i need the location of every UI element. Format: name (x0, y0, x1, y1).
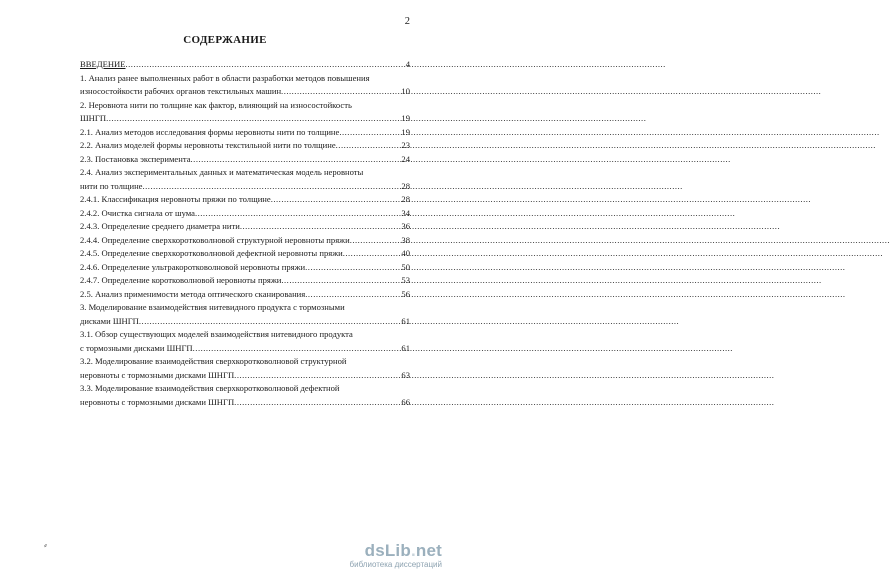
toc-title: СОДЕРЖАНИЕ (183, 34, 267, 46)
toc-leader-dots (234, 396, 401, 410)
toc-leader-dots (305, 261, 401, 275)
scan-artifact-mark: ⸗ (44, 540, 47, 550)
toc-entry-section-2-3[interactable] (80, 153, 410, 167)
toc-page-number: 38 (401, 234, 410, 245)
toc-entry-text-line2: износостойкости рабочих органов текстильных машин (80, 86, 282, 96)
toc-page-number: 19 (401, 113, 410, 123)
toc-entry-chapter-2[interactable] (80, 99, 410, 126)
toc-page-number: 24 (401, 153, 410, 164)
toc-entry-text-line2: нити по толщине (80, 180, 143, 191)
toc-leader-dots (350, 234, 402, 248)
toc-entry-text-line1: 2. Неровнота нити по толщине как фактор, влияющий на износостойкость (80, 99, 352, 110)
toc-entry-section-2-4-6[interactable] (80, 261, 410, 275)
toc-leader-dots (271, 193, 402, 207)
toc-entry-text: 2.4.3. Определение среднего диаметра нити (80, 221, 240, 231)
toc-entry-text: 2.4.5. Определение сверхкоротковолновой дефектной неровноты пряжи (80, 248, 343, 258)
toc-entry-section-2-2[interactable] (80, 139, 410, 153)
toc-page-number: 61 (401, 342, 410, 353)
toc-entry-section-2-4-7[interactable] (80, 274, 410, 288)
watermark-subtitle: библиотека диссертаций (349, 560, 442, 569)
toc-page-number: 63 (401, 369, 410, 380)
toc-leader-dots (343, 247, 402, 261)
toc-page-number: 56 (401, 288, 410, 299)
toc-leader-dots (126, 58, 406, 72)
toc-entry-section-2-4-2[interactable] (80, 207, 410, 221)
toc-entry-section-2-4-1[interactable] (80, 193, 410, 207)
toc-entry-text-line1: 1. Анализ ранее выполненных работ в области разработки методов повышения (80, 72, 370, 83)
toc-leader-dots (336, 139, 402, 153)
toc-entry-text: ВВЕДЕНИЕ (80, 59, 126, 69)
toc-page-number: 36 (401, 221, 410, 231)
toc-leader-dots (281, 85, 401, 99)
toc-page-number: 66 (401, 396, 410, 407)
toc-entry-introduction[interactable] (80, 58, 410, 72)
toc-entry-section-3-2[interactable] (80, 355, 410, 382)
toc-entry-text: 2.4.1. Классификация неровноты пряжи по толщине (80, 194, 271, 204)
toc-page-number: 10 (401, 86, 410, 96)
toc-entry-text-line2: ШНГП (80, 113, 107, 123)
toc-leader-dots (193, 342, 402, 356)
toc-entry-text: 2.3. Постановка эксперимента (80, 153, 191, 164)
toc-page-number: 34 (401, 207, 410, 218)
toc-entry-section-2-4[interactable] (80, 166, 410, 193)
toc-entry-chapter-3[interactable] (80, 301, 410, 328)
toc-page-number: 53 (401, 275, 410, 285)
toc-page-number: 61 (401, 315, 410, 326)
page-number: 2 (404, 16, 410, 27)
toc-page-number: 19 (401, 126, 410, 137)
toc-entry-chapter-1[interactable] (80, 72, 410, 99)
toc-entry-section-3-1[interactable] (80, 328, 410, 355)
toc-entry-text: 2.5. Анализ применимости метода оптического сканирования (80, 288, 306, 299)
toc-page-number: 28 (401, 194, 410, 204)
toc-entry-text-line2: неровноты с тормозными дисками ШНГП (80, 396, 235, 407)
toc-leader-dots (234, 369, 401, 383)
toc-page-number: 50 (401, 261, 410, 272)
table-of-contents (80, 58, 410, 409)
toc-entry-section-2-4-3[interactable] (80, 220, 410, 234)
toc-page-number: 4 (405, 59, 410, 69)
toc-entry-text-line1: 3.2. Моделирование взаимодействия сверхкоротковолновой структурной (80, 356, 347, 366)
toc-leader-dots (281, 274, 401, 288)
toc-entry-section-3-3[interactable] (80, 382, 410, 409)
toc-entry-text-line1: 2.4. Анализ экспериментальных данных и математическая модель неровноты (80, 167, 364, 177)
toc-entry-text: 2.4.2. Очистка сигнала от шума (80, 207, 195, 218)
toc-entry-text: 2.4.7. Определение коротковолновой неровноты пряжи (80, 275, 282, 285)
watermark-logo (324, 542, 442, 559)
toc-entry-text: 2.4.6. Определение ультракоротковолновой неровноты пряжи (80, 261, 306, 272)
toc-page-number: 28 (401, 180, 410, 191)
toc-leader-dots (195, 207, 401, 221)
toc-leader-dots (143, 180, 402, 194)
watermark-logo-tld: net (415, 541, 442, 560)
watermark (324, 542, 442, 569)
toc-entry-text-line2: неровноты с тормозными дисками ШНГП (80, 369, 235, 380)
toc-entry-section-2-5[interactable] (80, 288, 410, 302)
toc-entry-text-line2: с тормозными дисками ШНГП (80, 342, 193, 353)
toc-leader-dots (240, 220, 402, 234)
toc-page-number: 40 (401, 248, 410, 258)
watermark-logo-dot: . (410, 541, 416, 560)
toc-leader-dots (339, 126, 401, 140)
toc-entry-text-line2: дисками ШНГП (80, 315, 139, 326)
toc-leader-dots (139, 315, 402, 329)
toc-page-number: 23 (401, 140, 410, 150)
toc-leader-dots (305, 288, 401, 302)
toc-entry-text-line1: 3.3. Моделирование взаимодействия сверхкоротковолновой дефектной (80, 383, 340, 393)
toc-entry-section-2-1[interactable] (80, 126, 410, 140)
toc-entry-section-2-4-4[interactable] (80, 234, 410, 248)
toc-entry-text-line1: 3. Моделирование взаимодействия нитевидного продукта с тормозными (80, 302, 345, 312)
toc-entry-text: 2.2. Анализ моделей формы неровноты текстильной нити по толщине (80, 140, 336, 150)
toc-leader-dots (191, 153, 402, 167)
toc-entry-text-line1: 3.1. Обзор существующих моделей взаимодействия нитевидного продукта (80, 329, 353, 339)
toc-leader-dots (106, 112, 401, 126)
toc-entry-text: 2.4.4. Определение сверхкоротковолновой структурной неровноты пряжи (80, 234, 350, 245)
watermark-logo-main: dsLib (364, 541, 411, 560)
toc-entry-section-2-4-5[interactable] (80, 247, 410, 261)
toc-entry-text: 2.1. Анализ методов исследования формы неровноты нити по толщине (80, 126, 340, 137)
